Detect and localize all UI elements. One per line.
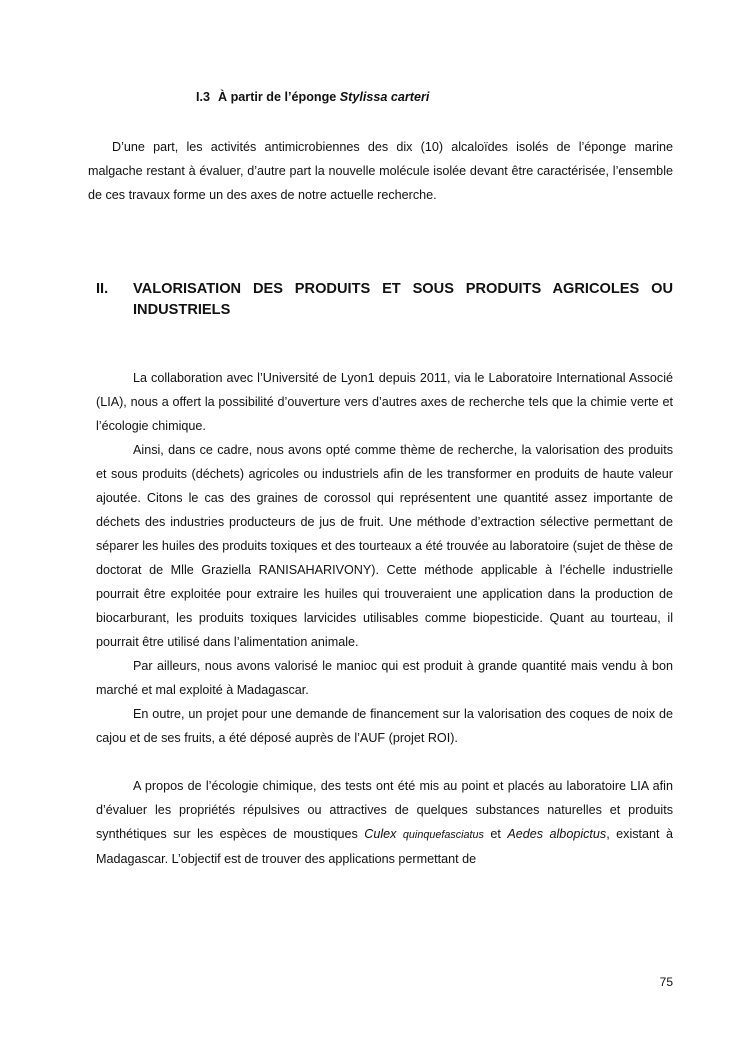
section-title — [133, 279, 673, 321]
ecologie-text-2: , existant à Madagascar. L’objectif est de trouver des applications permettant de — [96, 827, 674, 866]
paragraph-collaboration: La collaboration avec l’Université de Lyon1 depuis 2011, via le Laboratoire International Associé (LIA), nous a offert la possibilité d’ouverture vers d’autres axes de recherche tels que la chimie verte et l’écologie chimique. — [96, 371, 673, 433]
section-title-line-2: INDUSTRIELS — [133, 302, 231, 318]
subsection-number: I.3 — [196, 90, 211, 104]
intro-paragraph — [88, 135, 673, 207]
intro-paragraph-text: D’une part, les activités antimicrobiennes des dix (10) alcaloïdes isolés de l’éponge marine malgache restant à évaluer, d’autre part la nouvelle molécule isolée devant être caractérisée, l’ensemble de ces travaux forme un des axes de notre actuelle recherche. — [88, 140, 673, 202]
paragraph-manioc: Par ailleurs, nous avons valorisé le manioc qui est produit à grande quantité mais vendu à bon marché et mal exploité à Madagascar. — [96, 659, 673, 697]
section-title-line-1: VALORISATION DES PRODUITS ET SOUS PRODUITS AGRICOLES OU — [133, 281, 673, 297]
ecologie-and: et — [483, 827, 508, 841]
section-heading — [96, 279, 673, 321]
body-text — [96, 366, 673, 871]
species-aedes-albopictus: Aedes albopictus — [507, 827, 607, 841]
paragraph-spacer — [96, 750, 673, 774]
subsection-title: À partir de l’éponge — [218, 90, 340, 104]
paragraph-ecologie — [96, 774, 673, 871]
paragraph-valorisation: Ainsi, dans ce cadre, nous avons opté comme thème de recherche, la valorisation des produits et sous produits (déchets) agricoles ou industriels afin de les transformer en produits de haute valeur ajoutée. Citons le cas des graines de corossol qui représentent une quantité assez importante de déchets des industries producteurs de jus de fruit. Une méthode d’extraction sélective permettant de séparer les huiles des produits toxiques et des tourteaux a été trouvée au laboratoire (sujet de thèse de doctorat de Mlle Graziella RANISAHARIVONY). Cette méthode applicable à l’échelle industrielle pourrait être exploitée pour extraire les huiles qui trouveraient une application dans la production de biocarburant, les produits toxiques larvicides utilisables comme biopesticide. Quant au tourteau, il pourrait être utilisé dans l’alimentation animale. — [96, 443, 673, 649]
paragraph-cajou: En outre, un projet pour une demande de financement sur la valorisation des coques de noix de cajou et de ses fruits, a été déposé auprès de l’AUF (projet ROI). — [96, 707, 673, 745]
subsection-title-species: Stylissa carteri — [339, 90, 430, 104]
species-quinquefasciatus: quinquefasciatus — [402, 829, 484, 841]
species-culex: Culex — [364, 827, 397, 841]
section-number: II. — [96, 281, 109, 297]
subsection-heading — [196, 90, 429, 104]
ecologie-text-1: A propos de l’écologie chimique, des tests ont été mis au point et placés au laboratoire LIA afin d’évaluer les propriétés répulsives ou attractives de quelques substances naturelles et produits synthétiques sur les espèces de moustiques — [96, 779, 673, 841]
page-number: 75 — [659, 975, 673, 989]
